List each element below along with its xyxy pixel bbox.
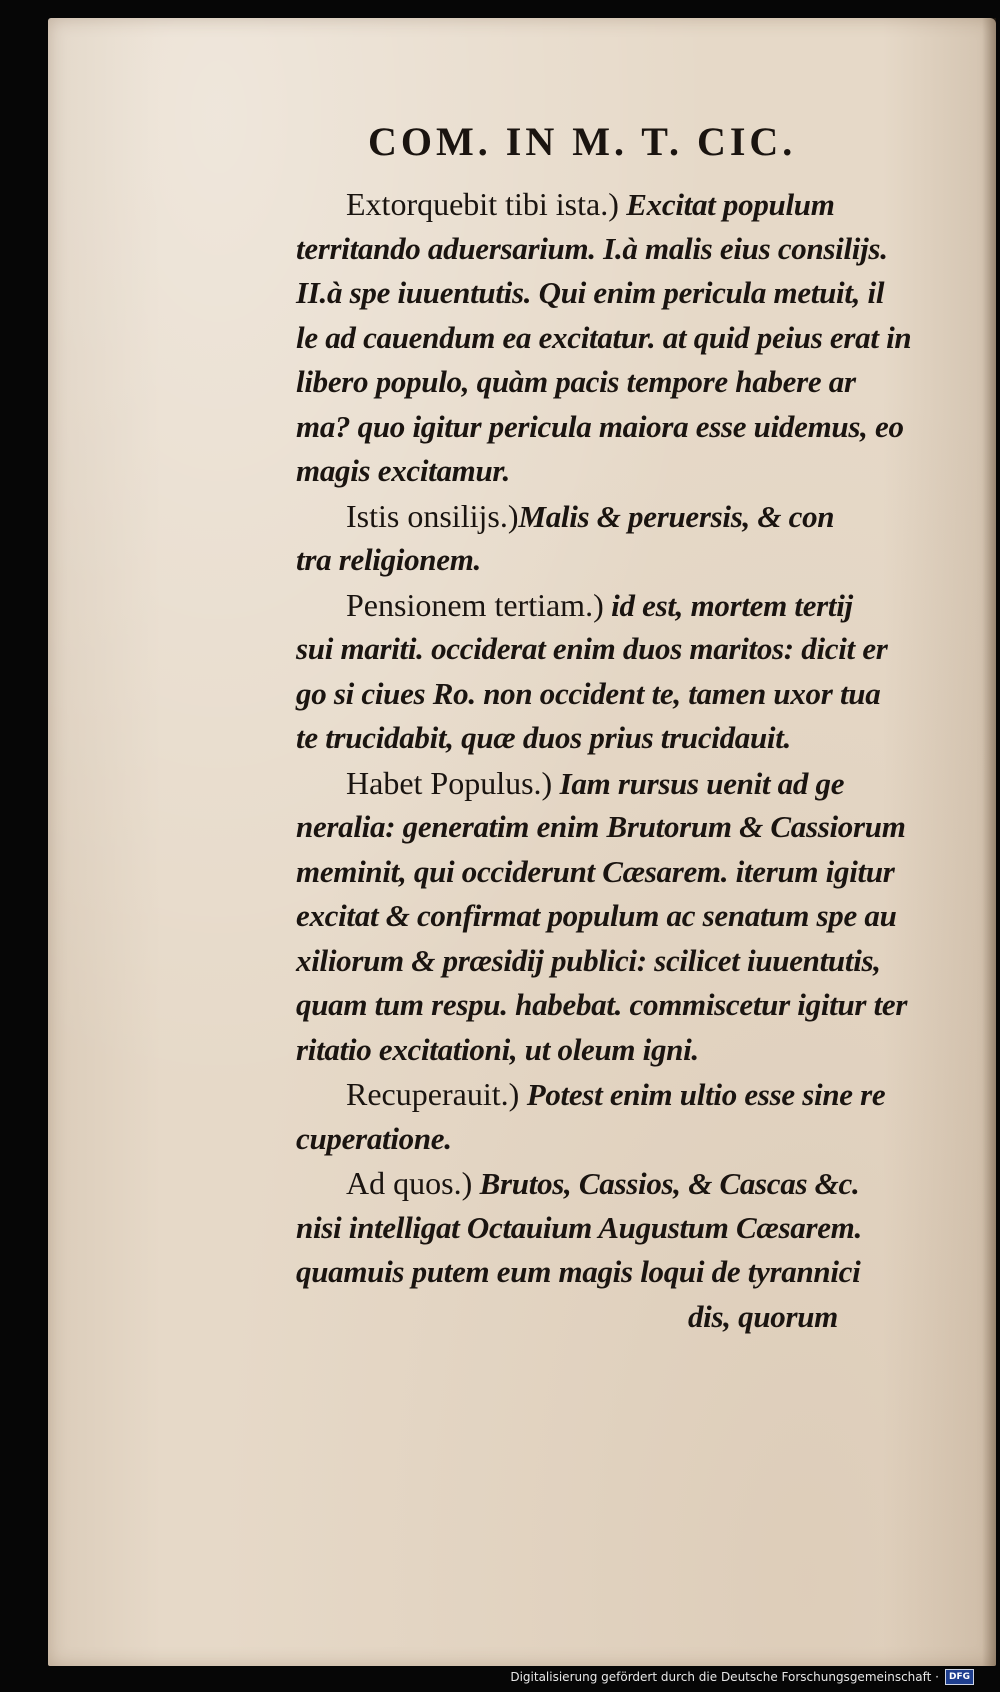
commentary-line: nisi intelligat Octauium Augustum Cæsarem.: [296, 1209, 862, 1245]
text-line: [296, 983, 936, 1028]
text-line: [296, 182, 936, 227]
commentary-line: te trucidabit, quæ duos prius trucidauit.: [296, 720, 792, 755]
text-line: [296, 227, 936, 272]
text-line: [296, 1072, 936, 1117]
lemma: Ad quos.): [346, 1165, 473, 1201]
commentary-line: sui mariti. occiderat enim duos maritos: dicit er: [296, 631, 888, 666]
commentary-line: dis, quorum: [687, 1298, 838, 1334]
text-line: [296, 939, 936, 984]
text-line: [296, 494, 936, 539]
lemma: Istis onsilijs.): [346, 497, 519, 534]
commentary-line: Excitat populum: [618, 187, 835, 222]
text-line: [296, 1161, 936, 1206]
lemma: Recuperauit.): [346, 1076, 520, 1112]
text-line: [296, 449, 936, 494]
commentary-line: quam tum respu. habebat. commiscetur igitur ter: [296, 987, 908, 1022]
commentary-line: go si ciues Ro. non occident te, tamen uxor tua: [296, 675, 881, 711]
text-line: [296, 583, 936, 628]
commentary-line: xiliorum & præsidij publici: scilicet iuuentutis,: [296, 942, 881, 978]
text-line: [296, 360, 936, 405]
commentary-line: id est, mortem tertij: [603, 587, 853, 623]
commentary-line: excitat & confirmat populum ac senatum spe au: [296, 898, 897, 933]
commentary-line: cuperatione.: [296, 1120, 452, 1156]
digitization-credit: [510, 1666, 974, 1688]
page-edge-shadow: [982, 18, 996, 1666]
text-line: [296, 1117, 936, 1162]
text-line: [296, 1206, 936, 1251]
dfg-logo: DFG: [945, 1669, 974, 1685]
commentary-line: Malis & peruersis, & con: [518, 498, 835, 534]
commentary-line: Iam rursus uenit ad ge: [552, 765, 845, 801]
text-line: [296, 316, 936, 361]
text-line: [296, 850, 936, 895]
commentary-line: magis excitamur.: [296, 453, 510, 488]
lemma: Pensionem tertiam.): [346, 586, 604, 623]
commentary-line: libero populo, quàm pacis tempore habere ar: [296, 364, 856, 399]
lemma: Habet Populus.): [346, 764, 553, 801]
text-line: [296, 805, 936, 850]
commentary-line: le ad cauendum ea excitatur. at quid peius erat in: [296, 319, 912, 355]
commentary-line: meminit, qui occiderunt Cæsarem. iterum igitur: [296, 853, 895, 889]
commentary-line: quamuis putem eum magis loqui de tyrannici: [296, 1254, 861, 1289]
commentary-line: Brutos, Cassios, & Cascas &c.: [472, 1166, 860, 1201]
running-header: COM. IN M. T. CIC.: [368, 119, 797, 164]
commentary-line: Potest enim ultio esse sine re: [519, 1077, 886, 1112]
text-line: [296, 1028, 936, 1073]
text-line: [296, 538, 936, 583]
commentary-line: tra religionem.: [296, 542, 481, 577]
commentary-line: neralia: generatim enim Brutorum & Cassiorum: [296, 809, 906, 844]
commentary-line: ritatio excitationi, ut oleum igni.: [296, 1031, 699, 1067]
text-line: [296, 894, 936, 939]
text-line: [296, 405, 936, 450]
text-line: [296, 761, 936, 806]
commentary-line: territando aduersarium. I.à malis eius consilijs.: [296, 230, 888, 266]
text-line: [296, 672, 936, 717]
commentary-line: II.à spe iuuentutis. Qui enim pericula metuit, il: [296, 275, 885, 310]
credit-text: Digitalisierung gefördert durch die Deutsche Forschungsgemeinschaft ·: [510, 1670, 939, 1684]
commentary-text: [296, 182, 936, 1339]
text-line: [296, 716, 936, 761]
lemma: Extorquebit tibi ista.): [346, 186, 619, 222]
text-line: [296, 271, 936, 316]
commentary-line: ma? quo igitur pericula maiora esse uidemus, eo: [296, 408, 904, 444]
text-line: [296, 1250, 936, 1295]
text-line: [296, 627, 936, 672]
text-line: [296, 1295, 936, 1340]
